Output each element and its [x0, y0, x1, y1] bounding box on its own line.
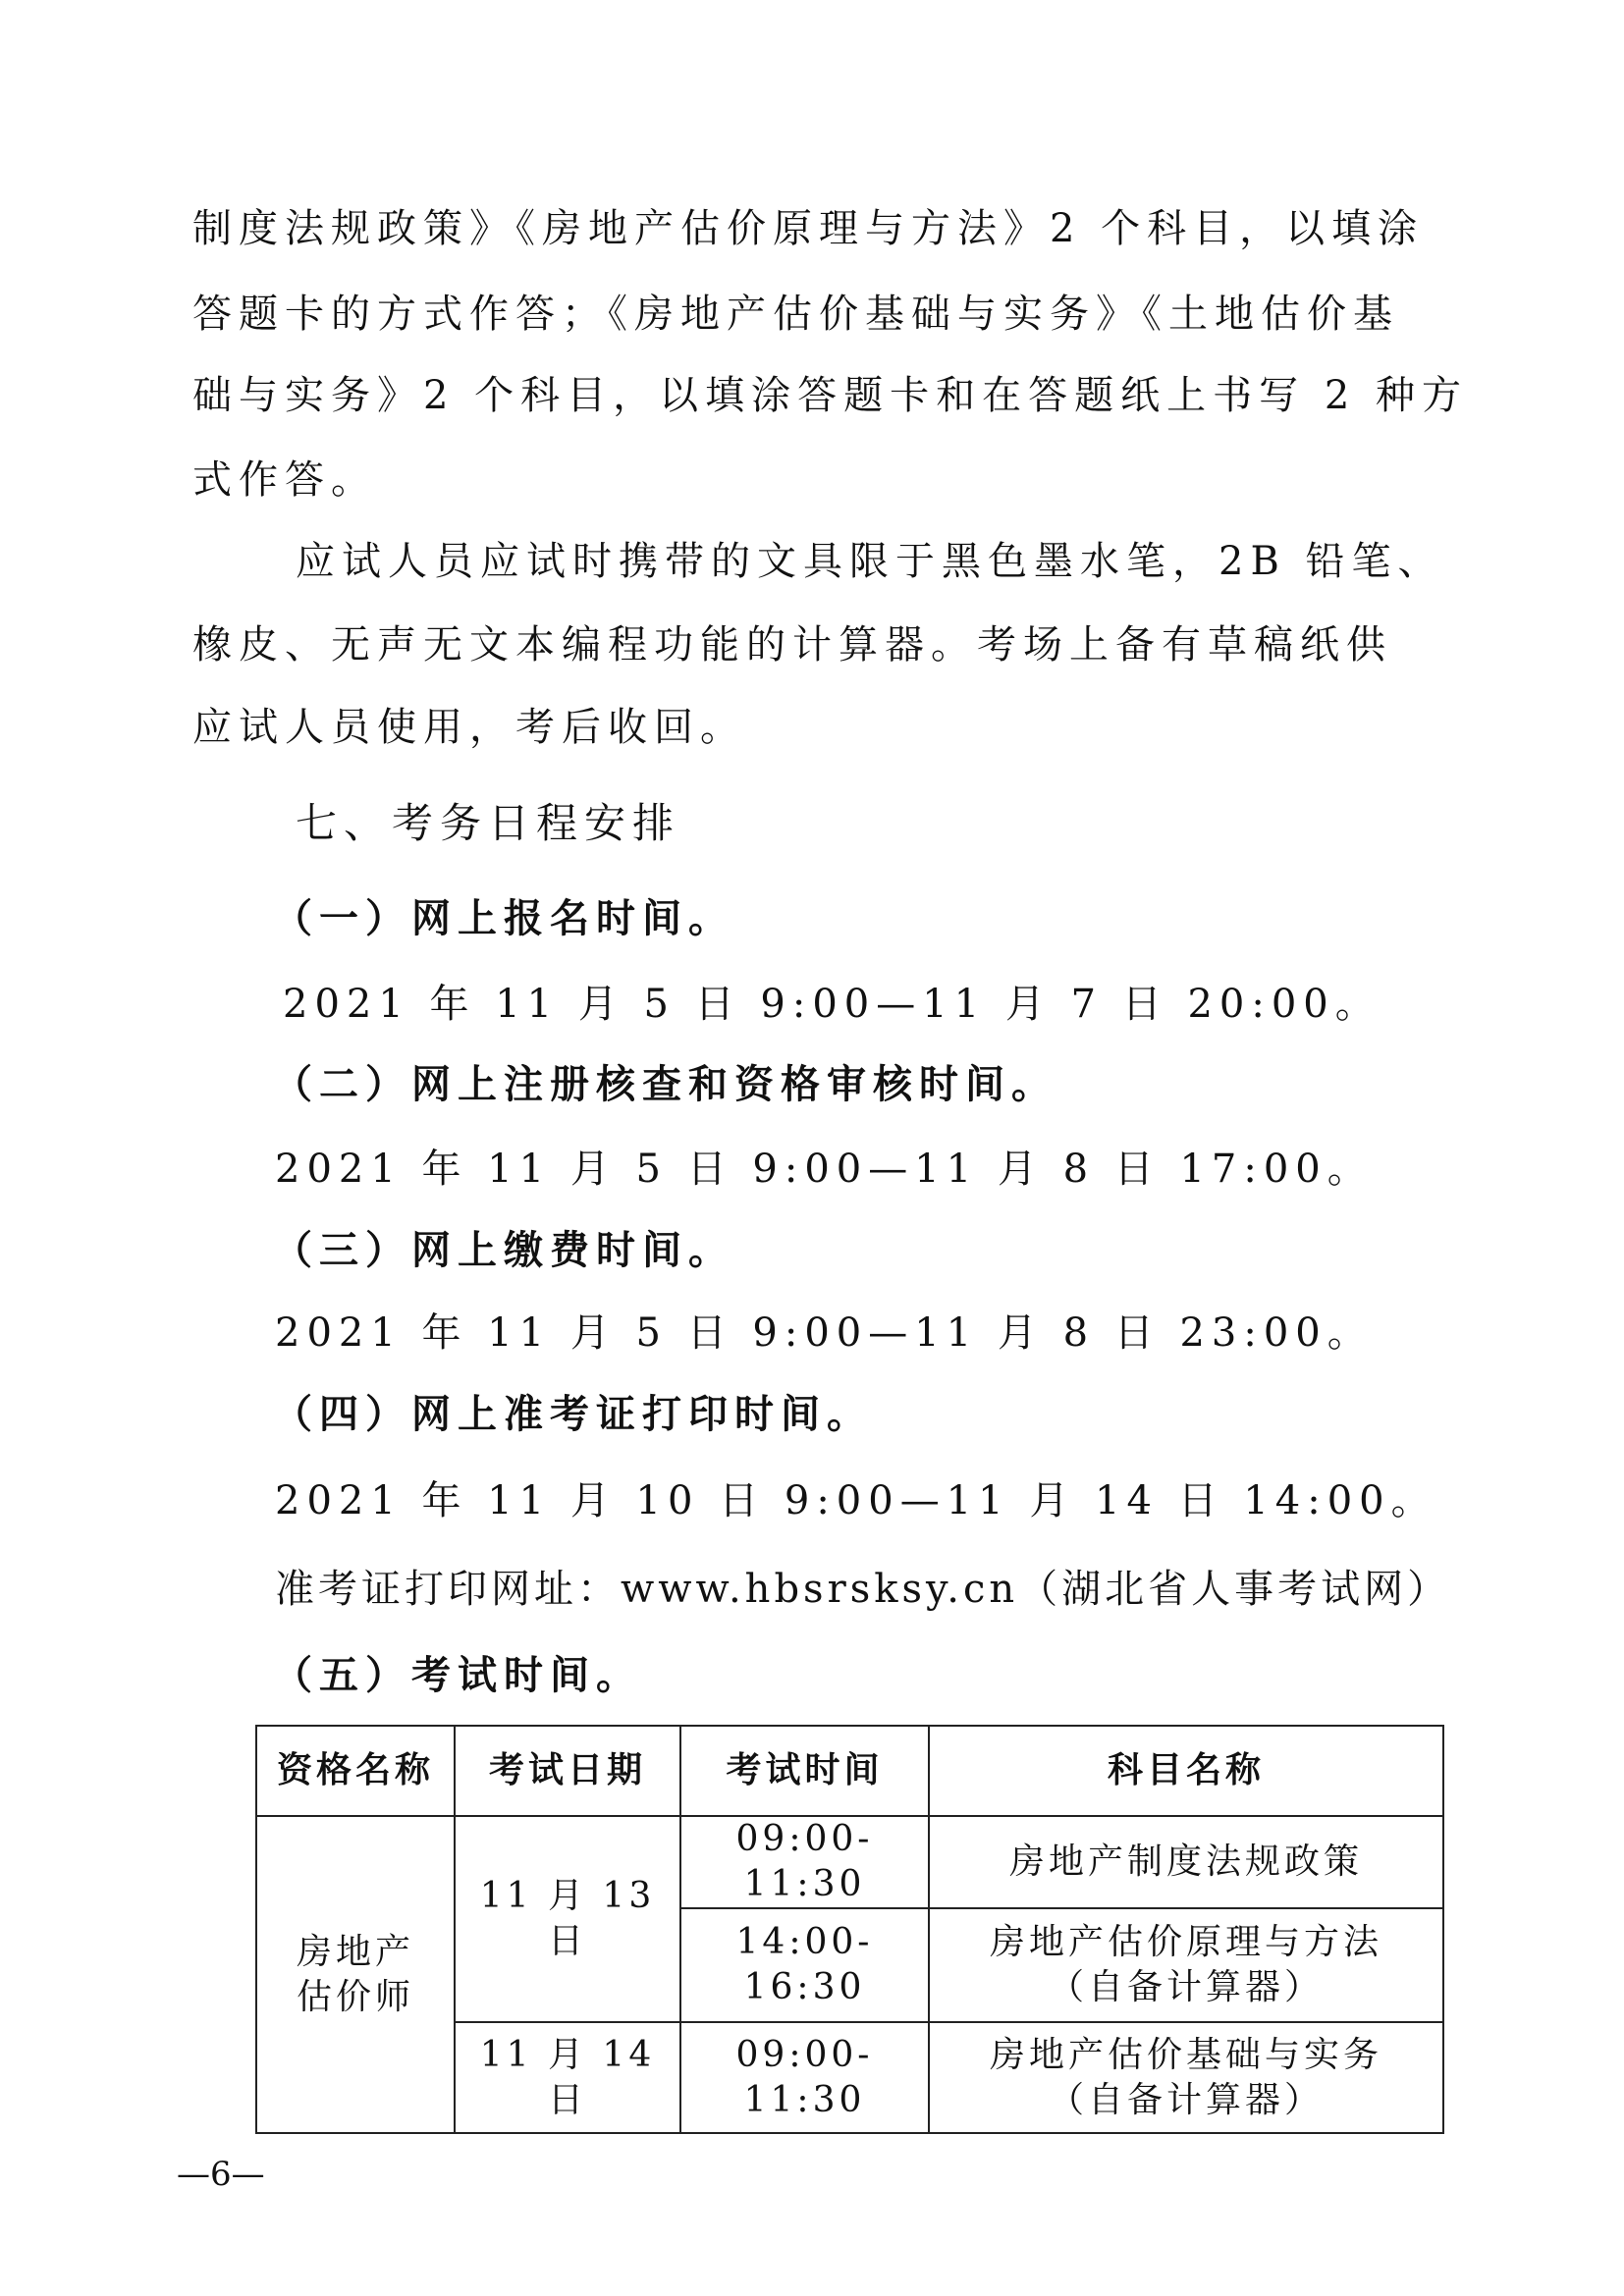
date-cell: 11 月 14 日	[455, 2022, 680, 2133]
qualification-line: 估价师	[296, 1976, 414, 2017]
item-heading: （二）网上注册核查和资格审核时间。	[273, 1062, 1057, 1107]
print-url-line: 准考证打印网址：www.hbsrsksy.cn（湖北省人事考试网）	[275, 1567, 1451, 1612]
exam-heading: （五）考试时间。	[273, 1653, 642, 1698]
subject-name: 房地产估价原理与方法	[989, 1922, 1382, 1962]
item-date: 2021 年 11 月 5 日 9:00—11 月 7 日 20:00。	[283, 982, 1381, 1027]
time-cell: 09:00-11:30	[680, 1816, 929, 1908]
table-row	[256, 1816, 1443, 1908]
paragraph-line: 应试人员应试时携带的文具限于黑色墨水笔，2B 铅笔、	[296, 539, 1444, 584]
header-date: 考试日期	[455, 1726, 680, 1816]
table-header-row	[256, 1726, 1443, 1816]
qualification-cell	[256, 1816, 455, 2133]
date-cell: 11 月 13 日	[455, 1816, 680, 2022]
subject-note: （自备计算器）	[1048, 1967, 1324, 2007]
item-heading: （四）网上准考证打印时间。	[273, 1392, 873, 1437]
header-time: 考试时间	[680, 1726, 929, 1816]
paragraph-line: 式作答。	[192, 457, 377, 503]
item-date: 2021 年 11 月 10 日 9:00—11 月 14 日 14:00。	[275, 1478, 1437, 1523]
paragraph-line: 橡皮、无声无文本编程功能的计算器。考场上备有草稿纸供	[192, 622, 1392, 667]
subject-cell: 房地产制度法规政策	[929, 1816, 1443, 1908]
item-heading: （一）网上报名时间。	[273, 896, 734, 941]
paragraph-line: 答题卡的方式作答；《房地产估价基础与实务》《土地估价基	[192, 292, 1399, 337]
item-date: 2021 年 11 月 5 日 9:00—11 月 8 日 23:00。	[275, 1310, 1374, 1356]
header-qualification: 资格名称	[256, 1726, 455, 1816]
qualification-line: 房地产	[296, 1931, 414, 1972]
time-cell: 09:00-11:30	[680, 2022, 929, 2133]
header-subject: 科目名称	[929, 1726, 1443, 1816]
exam-schedule-table	[255, 1725, 1444, 2134]
item-date: 2021 年 11 月 5 日 9:00—11 月 8 日 17:00。	[275, 1147, 1374, 1192]
subject-cell	[929, 1908, 1443, 2022]
subject-note: （自备计算器）	[1048, 2079, 1324, 2120]
paragraph-line: 制度法规政策》《房地产估价原理与方法》2 个科目，以填涂	[192, 206, 1425, 251]
section-heading: 七、考务日程安排	[296, 799, 681, 847]
subject-name: 房地产估价基础与实务	[989, 2034, 1382, 2075]
page-number: —6—	[177, 2155, 265, 2194]
item-heading: （三）网上缴费时间。	[273, 1228, 734, 1273]
paragraph-line: 础与实务》2 个科目，以填涂答题卡和在答题纸上书写 2 种方	[192, 373, 1469, 418]
time-cell: 14:00-16:30	[680, 1908, 929, 2022]
paragraph-line: 应试人员使用，考后收回。	[192, 705, 746, 750]
subject-cell	[929, 2022, 1443, 2133]
